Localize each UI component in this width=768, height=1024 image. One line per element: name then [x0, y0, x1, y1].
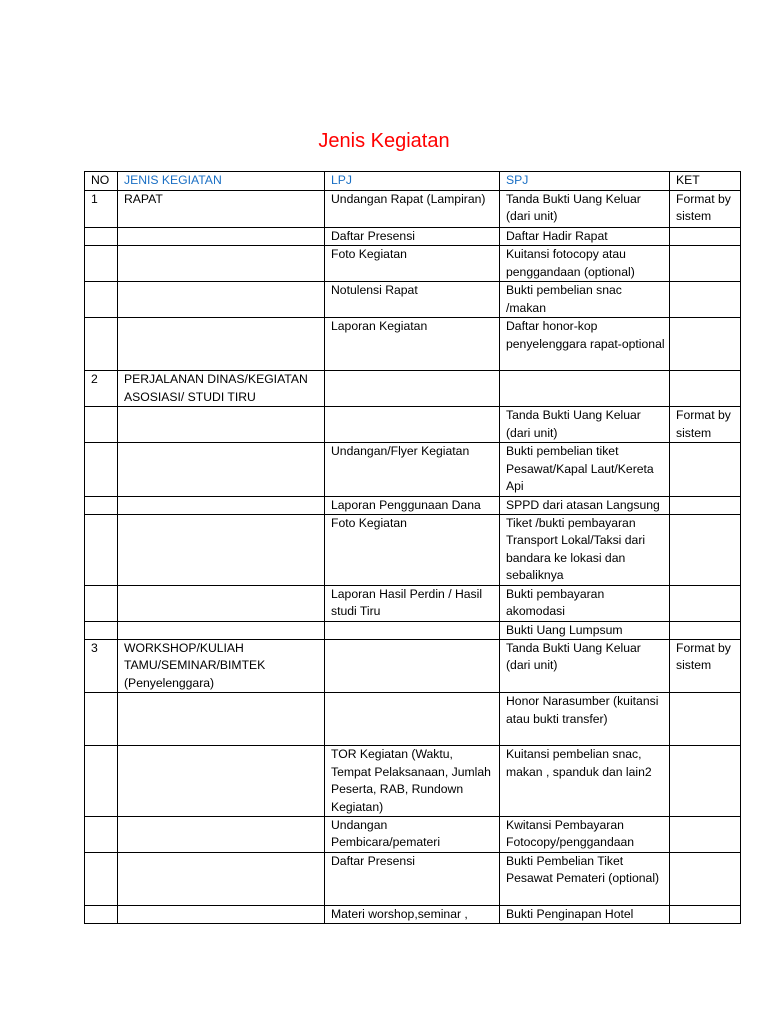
cell-lpj: Laporan Penggunaan Dana	[325, 496, 500, 514]
cell-ket: Format by sistem	[670, 640, 741, 693]
cell-jenis	[118, 443, 325, 496]
cell-lpj: Laporan Hasil Perdin / Hasil studi Tiru	[325, 585, 500, 621]
cell-no	[85, 746, 118, 817]
header-jenis-kegiatan: JENIS KEGIATAN	[118, 172, 325, 191]
cell-jenis	[118, 318, 325, 371]
activity-table	[84, 171, 741, 924]
cell-lpj: TOR Kegiatan (Waktu, Tempat Pelaksanaan, Jumlah Peserta, RAB, Rundown Kegiatan)	[325, 746, 500, 817]
cell-jenis	[118, 905, 325, 923]
cell-no	[85, 318, 118, 371]
table-row	[85, 246, 741, 282]
cell-ket	[670, 228, 741, 246]
cell-lpj: Undangan Pembicara/pemateri	[325, 816, 500, 852]
table-row	[85, 191, 741, 228]
cell-spj: Tanda Bukti Uang Keluar (dari unit)	[500, 191, 670, 228]
cell-lpj	[325, 693, 500, 746]
table-row	[85, 515, 741, 586]
cell-spj: Honor Narasumber (kuitansi atau bukti transfer)	[500, 693, 670, 746]
cell-no	[85, 621, 118, 639]
cell-ket	[670, 693, 741, 746]
cell-no	[85, 407, 118, 443]
table-row	[85, 371, 741, 407]
table-row	[85, 693, 741, 746]
cell-lpj	[325, 640, 500, 693]
cell-lpj: Daftar Presensi	[325, 852, 500, 905]
cell-jenis	[118, 282, 325, 318]
cell-jenis	[118, 407, 325, 443]
cell-spj: Tiket /bukti pembayaran Transport Lokal/Taksi dari bandara ke lokasi dan sebaliknya	[500, 515, 670, 586]
cell-lpj: Undangan/Flyer Kegiatan	[325, 443, 500, 496]
cell-no	[85, 905, 118, 923]
table-row	[85, 852, 741, 905]
cell-spj: Kwitansi Pembayaran Fotocopy/penggandaan	[500, 816, 670, 852]
cell-spj: Bukti Pembelian Tiket Pesawat Pemateri (optional)	[500, 852, 670, 905]
cell-spj: Daftar honor-kop penyelenggara rapat-optional	[500, 318, 670, 371]
table-row	[85, 585, 741, 621]
table-row	[85, 407, 741, 443]
cell-ket	[670, 621, 741, 639]
cell-no	[85, 228, 118, 246]
cell-jenis	[118, 746, 325, 817]
table-row	[85, 640, 741, 693]
table-row	[85, 228, 741, 246]
cell-lpj: Foto Kegiatan	[325, 246, 500, 282]
cell-lpj	[325, 371, 500, 407]
cell-ket	[670, 515, 741, 586]
cell-no	[85, 443, 118, 496]
cell-no	[85, 585, 118, 621]
cell-lpj: Foto Kegiatan	[325, 515, 500, 586]
cell-spj: Bukti pembelian snac /makan	[500, 282, 670, 318]
table-header-row	[85, 172, 741, 191]
cell-spj: Daftar Hadir Rapat	[500, 228, 670, 246]
cell-ket	[670, 246, 741, 282]
header-lpj: LPJ	[325, 172, 500, 191]
cell-jenis	[118, 816, 325, 852]
cell-spj: Kuitansi fotocopy atau penggandaan (optional)	[500, 246, 670, 282]
cell-no	[85, 852, 118, 905]
cell-spj: Bukti pembayaran akomodasi	[500, 585, 670, 621]
cell-ket	[670, 816, 741, 852]
cell-ket: Format by sistem	[670, 407, 741, 443]
cell-spj: SPPD dari atasan Langsung	[500, 496, 670, 514]
cell-ket	[670, 443, 741, 496]
cell-no	[85, 816, 118, 852]
cell-no: 1	[85, 191, 118, 228]
table-row	[85, 443, 741, 496]
cell-lpj: Notulensi Rapat	[325, 282, 500, 318]
cell-spj: Tanda Bukti Uang Keluar (dari unit)	[500, 640, 670, 693]
table-row	[85, 816, 741, 852]
cell-spj: Bukti Penginapan Hotel	[500, 905, 670, 923]
cell-ket	[670, 585, 741, 621]
cell-jenis: WORKSHOP/KULIAH TAMU/SEMINAR/BIMTEK (Penyelenggara)	[118, 640, 325, 693]
cell-jenis	[118, 228, 325, 246]
cell-no	[85, 515, 118, 586]
cell-no: 2	[85, 371, 118, 407]
cell-lpj: Undangan Rapat (Lampiran)	[325, 191, 500, 228]
cell-jenis	[118, 496, 325, 514]
cell-no	[85, 496, 118, 514]
header-spj: SPJ	[500, 172, 670, 191]
cell-no	[85, 246, 118, 282]
cell-ket: Format by sistem	[670, 191, 741, 228]
page-title: Jenis Kegiatan	[318, 130, 450, 152]
cell-jenis	[118, 585, 325, 621]
cell-lpj	[325, 621, 500, 639]
cell-lpj: Materi worshop,seminar ,	[325, 905, 500, 923]
table-row	[85, 282, 741, 318]
cell-ket	[670, 852, 741, 905]
header-ket: KET	[670, 172, 741, 191]
cell-jenis: RAPAT	[118, 191, 325, 228]
cell-no	[85, 282, 118, 318]
cell-jenis	[118, 852, 325, 905]
cell-lpj	[325, 407, 500, 443]
cell-spj: Tanda Bukti Uang Keluar (dari unit)	[500, 407, 670, 443]
cell-ket	[670, 746, 741, 817]
cell-spj	[500, 371, 670, 407]
cell-spj: Kuitansi pembelian snac, makan , spanduk dan lain2	[500, 746, 670, 817]
cell-ket	[670, 318, 741, 371]
cell-jenis	[118, 515, 325, 586]
cell-ket	[670, 496, 741, 514]
header-no: NO	[85, 172, 118, 191]
cell-spj: Bukti Uang Lumpsum	[500, 621, 670, 639]
table-row	[85, 318, 741, 371]
cell-jenis	[118, 693, 325, 746]
table-row	[85, 621, 741, 639]
cell-jenis: PERJALANAN DINAS/KEGIATAN ASOSIASI/ STUDI TIRU	[118, 371, 325, 407]
cell-lpj: Daftar Presensi	[325, 228, 500, 246]
cell-lpj: Laporan Kegiatan	[325, 318, 500, 371]
cell-jenis	[118, 621, 325, 639]
table-row	[85, 496, 741, 514]
cell-ket	[670, 371, 741, 407]
cell-ket	[670, 905, 741, 923]
cell-ket	[670, 282, 741, 318]
cell-no	[85, 693, 118, 746]
table-row	[85, 905, 741, 923]
cell-no: 3	[85, 640, 118, 693]
cell-jenis	[118, 246, 325, 282]
cell-spj: Bukti pembelian tiket Pesawat/Kapal Laut/Kereta Api	[500, 443, 670, 496]
table-row	[85, 746, 741, 817]
